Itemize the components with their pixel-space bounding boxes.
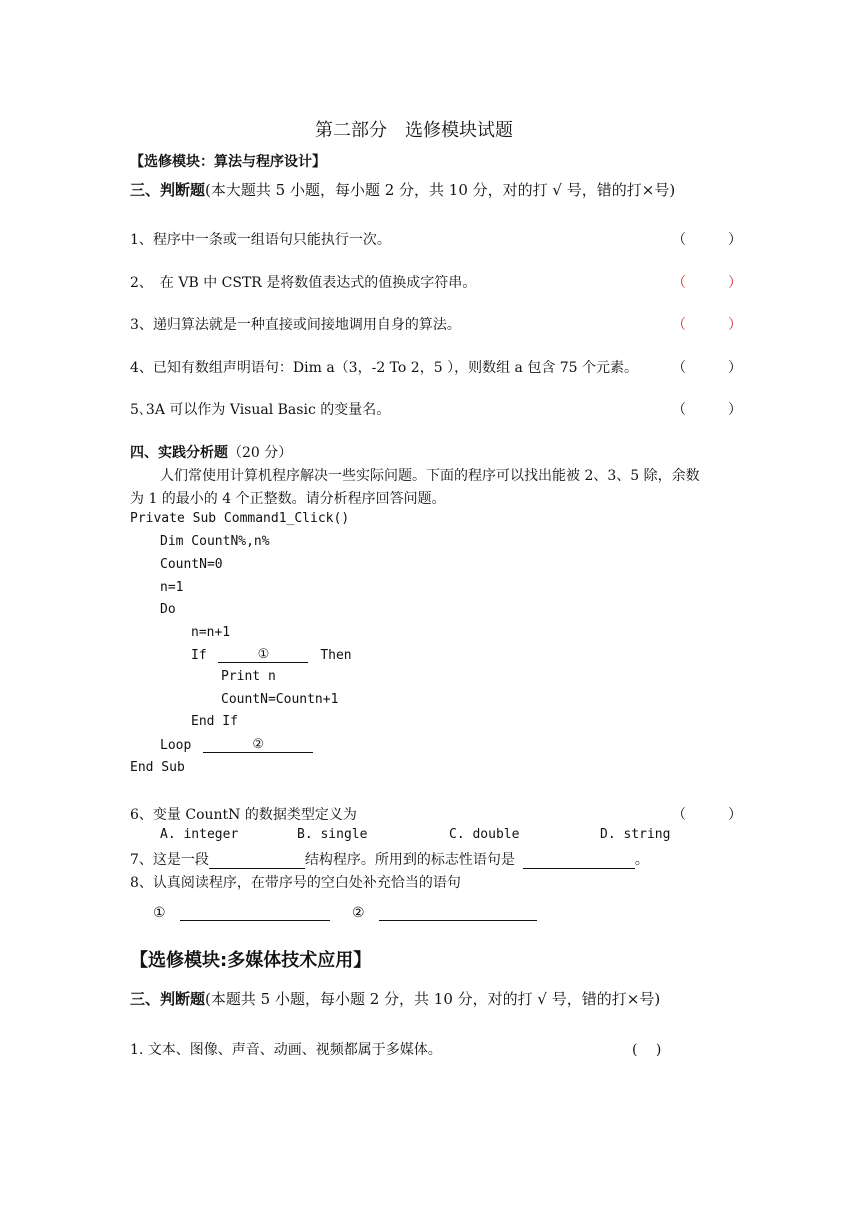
answer-mark-2: ② <box>352 905 365 921</box>
section3-title: 三、判断题 <box>130 181 206 199</box>
fill-blank-answer-2[interactable] <box>379 905 537 921</box>
section4-intro-line2: 为 1 的最小的 4 个正整数。请分析程序回答问题。 <box>130 491 446 507</box>
judge-item-2: 2、 在 VB 中 CSTR 是将数值表达式的值换成字符串。 <box>130 275 477 291</box>
option-d[interactable]: D. string <box>600 827 671 842</box>
code-line: Do <box>160 602 176 617</box>
code-line-if <box>191 647 352 663</box>
judge-item-4: 4、已知有数组声明语句：Dim a（3，-2 To 2，5 ），则数组 a 包含 75 个元素。 <box>130 360 639 376</box>
mm-answer-paren-1[interactable]: ( ) <box>632 1042 662 1058</box>
section4-title: 四、实践分析题 <box>130 445 228 461</box>
option-a[interactable]: A. integer <box>160 827 239 842</box>
fill-blank-statement[interactable] <box>523 853 635 869</box>
answer-paren-2[interactable]: （ ） <box>672 275 742 291</box>
question-7-part-c: 。 <box>634 852 649 868</box>
section3-heading <box>130 179 675 200</box>
option-b[interactable]: B. single <box>297 827 368 842</box>
question-8: 8、认真阅读程序，在带序号的空白处补充恰当的语句 <box>130 875 461 891</box>
answer-mark-1: ① <box>153 905 166 921</box>
code-line-loop <box>160 737 313 753</box>
answer-paren-4[interactable]: （ ） <box>672 360 742 376</box>
fill-blank-2[interactable]: ② <box>203 737 313 753</box>
answer-paren-3[interactable]: （ ） <box>672 317 742 333</box>
code-line: n=1 <box>160 580 184 595</box>
mm-judge-item-1: 1. 文本、图像、声音、动画、视频都属于多媒体。 <box>130 1042 442 1058</box>
question-7 <box>130 849 649 869</box>
code-keyword-then: Then <box>320 648 352 663</box>
fill-blank-1[interactable]: ① <box>218 647 308 663</box>
code-line: Private Sub Command1_Click() <box>130 511 350 526</box>
module2-section3-desc: (本题共 5 小题，每小题 2 分，共 10 分，对的打 √ 号，错的打×号) <box>205 990 661 1008</box>
code-line: Dim CountN%,n% <box>160 534 270 549</box>
module-header-multimedia: 【选修模块:多媒体技术应用】 <box>130 950 372 971</box>
code-keyword-loop: Loop <box>160 738 192 753</box>
fill-blank-answer-1[interactable] <box>180 905 330 921</box>
code-line: End Sub <box>130 760 185 775</box>
code-keyword-if: If <box>191 648 207 663</box>
answer-paren-5[interactable]: （ ） <box>672 402 742 418</box>
answer-paren-1[interactable]: （ ） <box>672 232 742 248</box>
fill-blank-structure[interactable] <box>209 853 305 869</box>
judge-item-1: 1、程序中一条或一组语句只能执行一次。 <box>130 232 391 248</box>
option-c[interactable]: C. double <box>449 827 520 842</box>
code-line: n=n+1 <box>191 625 231 640</box>
section3-desc: (本大题共 5 小题，每小题 2 分，共 10 分，对的打 √ 号，错的打×号) <box>205 181 676 199</box>
answer-line-1 <box>153 905 330 921</box>
answer-paren-6[interactable]: （ ） <box>672 807 742 823</box>
section4-score: （20 分） <box>228 445 293 461</box>
module2-section3-heading <box>130 988 660 1009</box>
code-line: Print n <box>221 669 276 684</box>
judge-item-3: 3、递归算法就是一种直接或间接地调用自身的算法。 <box>130 317 461 333</box>
module2-section3-title: 三、判断题 <box>130 990 206 1008</box>
section4-intro-line1: 人们常使用计算机程序解决一些实际问题。下面的程序可以找出能被 2、3、5 除，余数 <box>160 468 700 484</box>
section4-heading <box>130 442 292 462</box>
page-title: 第二部分 选修模块试题 <box>315 120 513 141</box>
question-7-part-a: 7、这是一段 <box>130 852 209 868</box>
judge-item-5: 5､3A 可以作为 Visual Basic 的变量名。 <box>130 402 391 418</box>
question-6: 6、变量 CountN 的数据类型定义为 <box>130 807 357 823</box>
code-line: CountN=Countn+1 <box>221 692 339 707</box>
question-7-part-b: 结构程序。所用到的标志性语句是 <box>304 852 515 868</box>
answer-line-2 <box>352 905 537 921</box>
code-line: CountN=0 <box>160 557 223 572</box>
module-header-algorithm: 【选修模块：算法与程序设计】 <box>130 154 326 170</box>
code-line: End If <box>191 714 238 729</box>
